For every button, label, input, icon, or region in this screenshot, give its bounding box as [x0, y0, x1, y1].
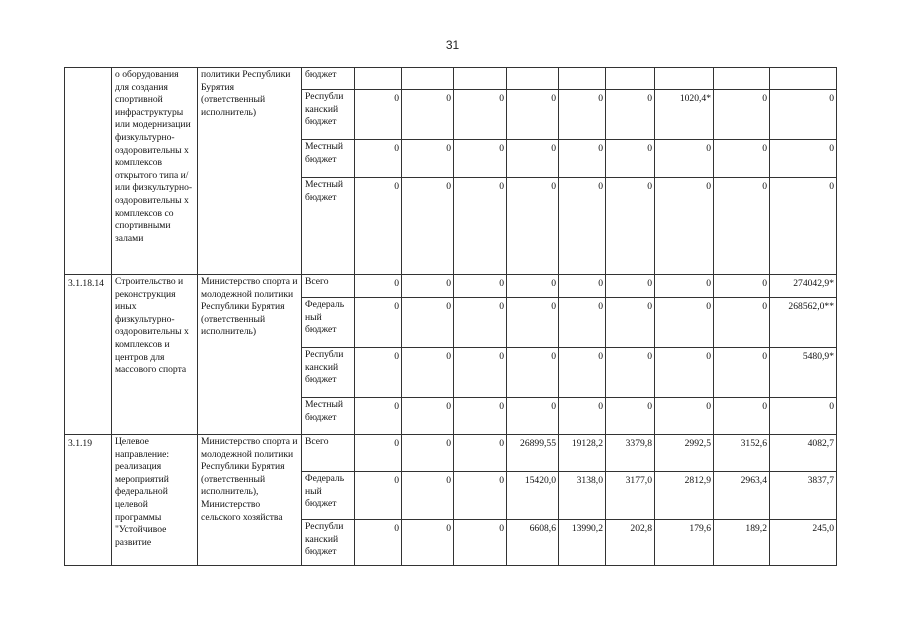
value-cell: 0: [606, 90, 655, 140]
value-cell: [770, 68, 837, 90]
value-cell: 0: [402, 398, 454, 435]
value-cell: 0: [507, 298, 559, 348]
value-cell: 0: [606, 140, 655, 178]
value-cell: 6608,6: [507, 520, 559, 566]
value-cell: 0: [714, 140, 770, 178]
row-name: Строительство и реконструкция иных физкультурно-оздоровительны х комплексов и центров для массового спорта: [112, 275, 198, 435]
page-number: 31: [445, 38, 460, 52]
row-executor: политики Республики Бурятия (ответственный исполнитель): [198, 68, 302, 275]
value-cell: 0: [559, 298, 606, 348]
value-cell: [559, 68, 606, 90]
value-cell: 0: [355, 348, 402, 398]
value-cell: 202,8: [606, 520, 655, 566]
value-cell: 0: [606, 398, 655, 435]
row-source: Всего: [302, 435, 355, 472]
budget-table: [64, 67, 837, 566]
value-cell: 0: [507, 348, 559, 398]
row-executor: Министерство спорта и молодежной политики Республики Бурятия (ответственный исполнитель), Министерство сельского хозяйства: [198, 435, 302, 566]
row-source: Республи канский бюджет: [302, 90, 355, 140]
value-cell: 0: [714, 178, 770, 275]
value-cell: 0: [454, 140, 507, 178]
value-cell: 0: [507, 178, 559, 275]
value-cell: 179,6: [655, 520, 714, 566]
row-source: Местный бюджет: [302, 178, 355, 275]
value-cell: 2992,5: [655, 435, 714, 472]
value-cell: 0: [714, 275, 770, 298]
row-executor: Министерство спорта и молодежной политики Республики Бурятия (ответственный исполнитель): [198, 275, 302, 435]
value-cell: [454, 68, 507, 90]
value-cell: 0: [655, 348, 714, 398]
value-cell: 0: [454, 298, 507, 348]
value-cell: 2963,4: [714, 472, 770, 520]
value-cell: 13990,2: [559, 520, 606, 566]
value-cell: 0: [559, 275, 606, 298]
value-cell: 15420,0: [507, 472, 559, 520]
row-code: [65, 68, 112, 275]
row-code: 3.1.18.14: [65, 275, 112, 435]
value-cell: 0: [559, 348, 606, 398]
value-cell: 3138,0: [559, 472, 606, 520]
value-cell: 0: [402, 298, 454, 348]
value-cell: 268562,0**: [770, 298, 837, 348]
value-cell: 0: [770, 90, 837, 140]
value-cell: 0: [606, 178, 655, 275]
value-cell: 0: [770, 140, 837, 178]
value-cell: 0: [454, 398, 507, 435]
value-cell: 1020,4*: [655, 90, 714, 140]
row-source: Федераль ный бюджет: [302, 298, 355, 348]
value-cell: 5480,9*: [770, 348, 837, 398]
value-cell: 0: [714, 298, 770, 348]
value-cell: 0: [507, 275, 559, 298]
row-source: Местный бюджет: [302, 140, 355, 178]
value-cell: 0: [402, 348, 454, 398]
value-cell: 0: [507, 90, 559, 140]
value-cell: 0: [770, 398, 837, 435]
row-source: Всего: [302, 275, 355, 298]
row-source: Республи канский бюджет: [302, 520, 355, 566]
value-cell: 0: [355, 520, 402, 566]
value-cell: 0: [402, 472, 454, 520]
value-cell: 0: [454, 275, 507, 298]
row-code: 3.1.19: [65, 435, 112, 566]
value-cell: 2812,9: [655, 472, 714, 520]
value-cell: 0: [355, 435, 402, 472]
value-cell: 3152,6: [714, 435, 770, 472]
value-cell: 274042,9*: [770, 275, 837, 298]
value-cell: 0: [454, 348, 507, 398]
row-source: Местный бюджет: [302, 398, 355, 435]
value-cell: 0: [355, 90, 402, 140]
value-cell: 0: [355, 298, 402, 348]
value-cell: 19128,2: [559, 435, 606, 472]
value-cell: 0: [507, 140, 559, 178]
value-cell: 0: [402, 435, 454, 472]
value-cell: 0: [402, 178, 454, 275]
value-cell: 0: [454, 472, 507, 520]
table-row: [65, 275, 837, 298]
value-cell: [355, 68, 402, 90]
value-cell: 3379,8: [606, 435, 655, 472]
value-cell: 0: [355, 275, 402, 298]
value-cell: 245,0: [770, 520, 837, 566]
value-cell: 0: [606, 298, 655, 348]
value-cell: [655, 68, 714, 90]
value-cell: 0: [655, 140, 714, 178]
value-cell: 0: [655, 298, 714, 348]
value-cell: 0: [402, 275, 454, 298]
value-cell: 0: [355, 472, 402, 520]
value-cell: [606, 68, 655, 90]
value-cell: 26899,55: [507, 435, 559, 472]
value-cell: 0: [454, 90, 507, 140]
value-cell: 189,2: [714, 520, 770, 566]
value-cell: 0: [559, 178, 606, 275]
value-cell: 0: [606, 275, 655, 298]
value-cell: 0: [655, 178, 714, 275]
value-cell: 0: [355, 178, 402, 275]
value-cell: 0: [559, 140, 606, 178]
row-source: бюджет: [302, 68, 355, 90]
value-cell: 3177,0: [606, 472, 655, 520]
value-cell: 0: [559, 398, 606, 435]
value-cell: 0: [655, 275, 714, 298]
value-cell: 3837,7: [770, 472, 837, 520]
value-cell: [507, 68, 559, 90]
row-name: о оборудования для создания спортивной инфраструктуры или модернизации физкультурно-оздоровительны х комплексов открытого типа и/или физкультурно-оздоровительны х комплексов со спортивными залами: [112, 68, 198, 275]
row-name: Целевое направление: реализация мероприятий федеральной целевой программы "Устойчивое развитие: [112, 435, 198, 566]
table-row: [65, 68, 837, 90]
value-cell: 0: [402, 140, 454, 178]
value-cell: 0: [606, 348, 655, 398]
value-cell: 0: [402, 520, 454, 566]
row-source: Республи канский бюджет: [302, 348, 355, 398]
value-cell: 0: [770, 178, 837, 275]
value-cell: 0: [454, 178, 507, 275]
value-cell: 0: [559, 90, 606, 140]
value-cell: 0: [454, 520, 507, 566]
value-cell: 0: [714, 90, 770, 140]
value-cell: 0: [402, 90, 454, 140]
row-source: Федераль ный бюджет: [302, 472, 355, 520]
table-row: [65, 435, 837, 472]
value-cell: [402, 68, 454, 90]
value-cell: 4082,7: [770, 435, 837, 472]
value-cell: 0: [714, 348, 770, 398]
value-cell: 0: [655, 398, 714, 435]
value-cell: [714, 68, 770, 90]
value-cell: 0: [355, 140, 402, 178]
value-cell: 0: [355, 398, 402, 435]
value-cell: 0: [454, 435, 507, 472]
value-cell: 0: [714, 398, 770, 435]
value-cell: 0: [507, 398, 559, 435]
